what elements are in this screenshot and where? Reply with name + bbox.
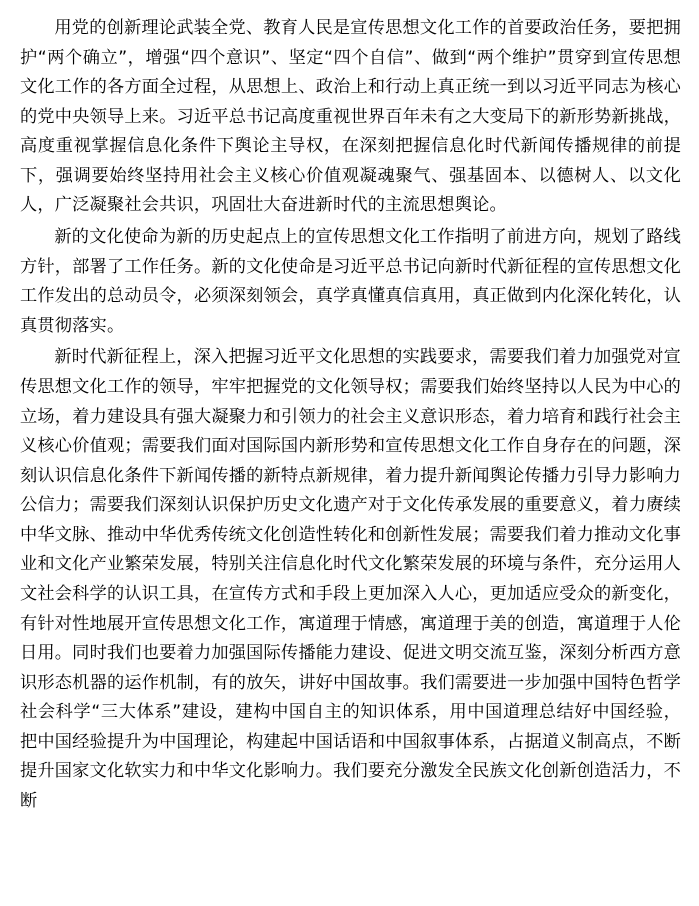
paragraph-1: 用党的创新理论武装全党、教育人民是宣传思想文化工作的首要政治任务，要把拥护“两个确立”，增强“四个意识”、坚定“四个自信”、做到“两个维护”贯穿到宣传思想文化工作的各方面全过程，从思想上、政治上和行动上真正统一到以习近平同志为核心的党中央领导上来。习近平总书记高度重视世界百年未有之大变局下的新形势新挑战，高度重视掌握信息化条件下舆论主导权，在深刻把握信息化时代新闻传播规律的前提下，强调要始终坚持用社会主义核心价值观凝魂聚气、强基固本、以德树人、以文化人，广泛凝聚社会共识，巩固壮大奋进新时代的主流思想舆论。 <box>20 18 681 216</box>
document-body <box>20 14 681 817</box>
paragraph-2: 新的文化使命为新的历史起点上的宣传思想文化工作指明了前进方向，规划了路线方针，部署了工作任务。新的文化使命是习近平总书记向新时代新征程的宣传思想文化工作发出的总动员令，必须深刻领会，真学真懂真信真用，真正做到内化深化转化，认真贯彻落实。 <box>20 227 681 336</box>
paragraph-3: 新时代新征程上，深入把握习近平文化思想的实践要求，需要我们着力加强党对宣传思想文化工作的领导，牢牢把握党的文化领导权；需要我们始终坚持以人民为中心的立场，着力建设具有强大凝聚力和引领力的社会主义意识形态，着力培育和践行社会主义核心价值观；需要我们面对国际国内新形势和宣传思想文化工作自身存在的问题，深刻认识信息化条件下新闻传播的新特点新规律，着力提升新闻舆论传播力引导力影响力公信力；需要我们深刻认识保护历史文化遗产对于文化传承发展的重要意义，着力赓续中华文脉、推动中华优秀传统文化创造性转化和创新性发展；需要我们着力推动文化事业和文化产业繁荣发展，特别关注信息化时代文化繁荣发展的环境与条件，充分运用人文社会科学的认识工具，在宣传方式和手段上更加深入人心，更加适应受众的新变化，有针对性地展开宣传思想文化工作，寓道理于情感，寓道理于美的创造，寓道理于人伦日用。同时我们也要着力加强国际传播能力建设、促进文明交流互鉴，深刻分析西方意识形态机器的运作机制，有的放矢，讲好中国故事。我们需要进一步加强中国特色哲学社会科学“三大体系”建设，建构中国自主的知识体系，用中国道理总结好中国经验，把中国经验提升为中国理论，构建起中国话语和中国叙事体系，占据道义制高点，不断提升国家文化软实力和中华文化影响力。我们要充分激发全民族文化创新创造活力，不断 <box>20 347 681 812</box>
